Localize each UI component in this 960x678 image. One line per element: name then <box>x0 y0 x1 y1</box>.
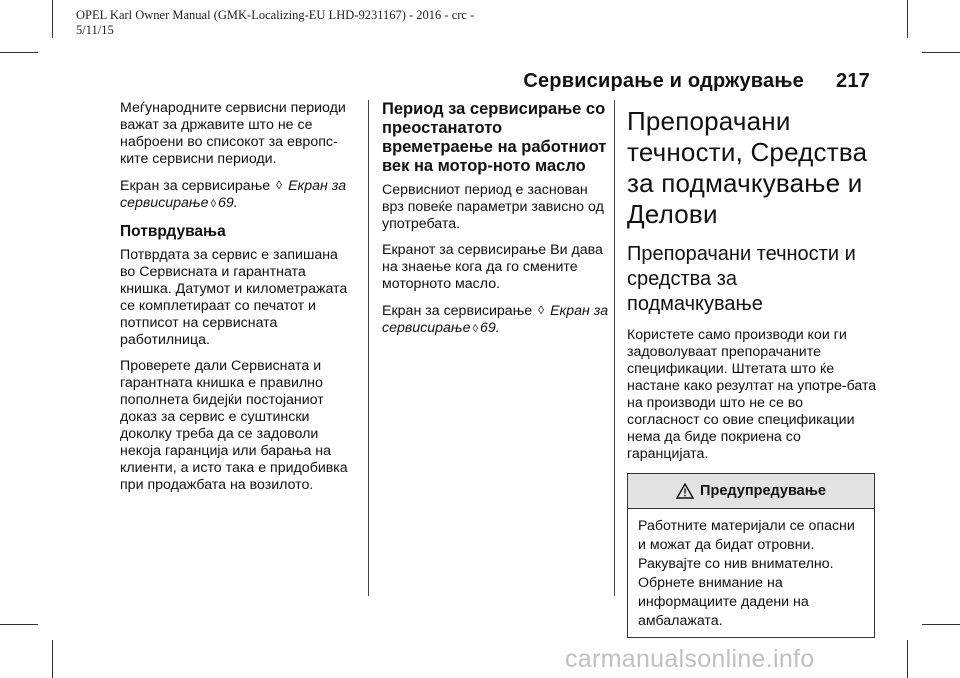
warning-header <box>628 474 874 509</box>
paragraph-check-book: Проверете дали Сервисната и гарантната книшка е правилно пополнета бидејќи постојаниот доказ за сервис е суштински доколку треба да се задоволи некоја гаранција или барања на клиенти, а исто така е придобивка при продажбата на возилото. <box>120 358 348 493</box>
paragraph-intl-periods: Меѓународните сервисни периоди важат за државите што не се наброени во списокот за европс-ките сервисни периоди. <box>120 100 346 167</box>
column-divider-2 <box>614 100 615 596</box>
warning-title: Предупредување <box>700 482 826 499</box>
section-subtitle-line-2: средства за <box>627 268 738 290</box>
crop-mark-top-right-vertical <box>907 0 908 38</box>
section-title: Сервисирање и одржување <box>523 70 805 92</box>
page-number: 217 <box>836 70 870 92</box>
column-2 <box>382 100 610 347</box>
paragraph-service-ref: Екран за сервисирање ◊ Екран за сервисирање ◊ 69. <box>120 178 347 211</box>
chapter-title-line-2: течности, Средства <box>627 137 868 167</box>
ref-page-number[interactable]: 69 <box>218 195 234 211</box>
paragraph-service-ref: Екран за сервисирање ◊ Екран за сервисирање ◊ 69. <box>382 303 609 336</box>
crop-mark-top-right-horizontal <box>922 52 960 53</box>
warning-box <box>627 473 875 638</box>
heading-confirmations: Потврдувања <box>120 223 226 240</box>
chapter-title-line-3: за подмачкување и <box>627 168 863 198</box>
meta-line-1: OPEL Karl Owner Manual (GMK-Localizing-EU LHD-9231167) - 2016 - crc - <box>76 8 475 22</box>
ref-link-text[interactable]: Екран за сервисирање <box>120 178 347 211</box>
warning-text: Работните материјали се опасни и можат да бидат отровни. Ракувајте со нив внимателно. Обрнете внимание на информациите дадени на амбалажата. <box>638 518 855 629</box>
watermark: carmanualsonline.info <box>565 645 815 673</box>
paragraph-specifications: Користете само производи кои ги задоволуваат препорачаните спецификации. Штетата што ќе настане како резултат на употре-бата на производи што не се во согласност со овие спецификации нема да биде покриена со гаранцијата. <box>627 327 877 462</box>
ref-link-text[interactable]: Екран за сервисирање <box>382 303 609 336</box>
heading-service-period: Период за сервисирање со преостанатото времетраење на работниот век на мотор-ното масло <box>382 100 607 175</box>
crop-mark-bottom-right-horizontal <box>922 624 960 625</box>
document-meta <box>76 8 474 38</box>
chapter-title <box>627 106 877 230</box>
running-head <box>523 70 870 93</box>
paragraph-confirmation: Потврдата за сервис е запишана во Сервисната и гарантната книшка. Датумот и километражата се комплетираат со печатот и потписот на сервисната работилница. <box>120 247 348 348</box>
column-1 <box>120 100 356 503</box>
chapter-title-line-1: Препорачани <box>627 106 791 136</box>
chapter-title-line-4: Делови <box>627 199 718 229</box>
page-reference-icon: ◊ <box>472 323 479 335</box>
section-subtitle <box>627 242 877 317</box>
column-3 <box>627 100 877 638</box>
section-subtitle-line-3: подмачкување <box>627 293 763 315</box>
ref-lead: Екран за сервисирање <box>382 303 533 319</box>
crop-mark-top-left-horizontal <box>0 52 38 53</box>
crop-mark-top-left-vertical <box>52 0 53 38</box>
crop-mark-bottom-left-vertical <box>52 640 53 678</box>
ref-lead: Екран за сервисирање <box>120 178 271 194</box>
warning-triangle-icon <box>676 483 694 499</box>
ref-page-number[interactable]: 69 <box>480 320 496 336</box>
section-subtitle-line-1: Препорачани течности и <box>627 243 856 265</box>
crop-mark-bottom-left-horizontal <box>0 624 38 625</box>
page-reference-icon: ◊ <box>210 198 217 210</box>
meta-line-2: 5/11/15 <box>76 23 114 37</box>
paragraph-period-basis: Сервисниот период е заснован врз повеќе параметри зависно од употребата. <box>382 182 604 232</box>
column-divider-1 <box>368 100 369 596</box>
page-reference-icon: ◊ <box>276 178 283 192</box>
page-reference-icon: ◊ <box>538 303 545 317</box>
paragraph-oil-change: Екранот за сервисирање Ви дава на знаење кога да го смените моторното масло. <box>382 242 603 292</box>
crop-mark-bottom-right-vertical <box>907 640 908 678</box>
